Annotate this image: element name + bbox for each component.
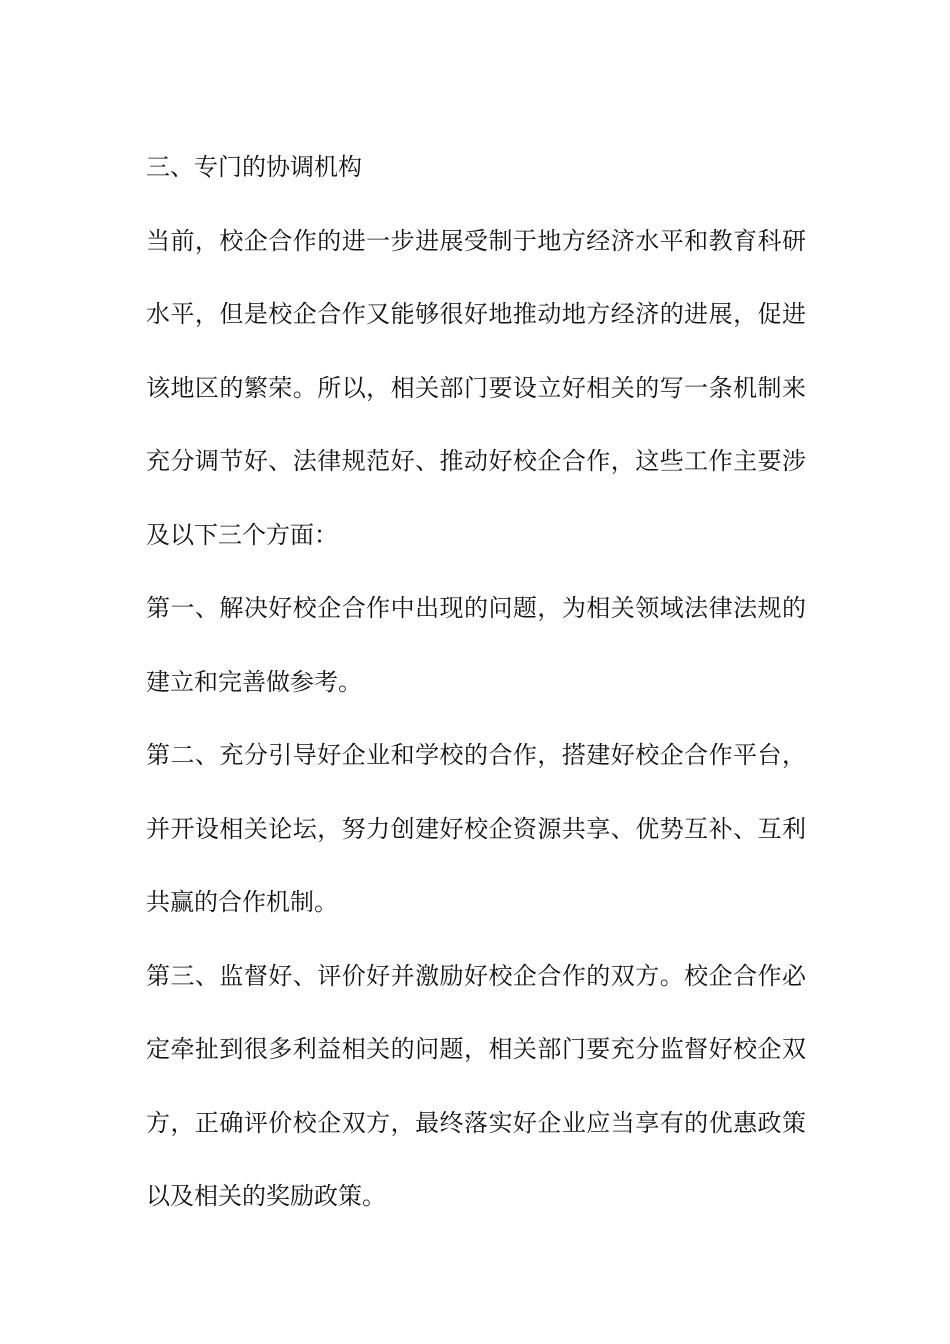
paragraph-line: 以及相关的奖励政策。: [146, 1182, 386, 1210]
document-body: [146, 131, 806, 1234]
paragraph-line: 该地区的繁荣。所以，相关部门要设立好相关的写一条机制来: [146, 373, 806, 402]
section-heading: 三、专门的协调机构: [146, 153, 362, 181]
paragraph-line: 当前，校企合作的进一步进展受制于地方经济水平和教育科研: [146, 226, 806, 255]
paragraph-line: 充分调节好、法律规范好、推动好校企合作，这些工作主要涉: [146, 447, 806, 475]
paragraph-line: 共赢的合作机制。: [146, 888, 338, 916]
paragraph-line: 定牵扯到很多利益相关的问题，相关部门要充分监督好校企双: [146, 1035, 806, 1063]
paragraph-line: 第二、充分引导好企业和学校的合作，搭建好校企合作平台，: [146, 741, 806, 769]
paragraph-line: 水平，但是校企合作又能够很好地推动地方经济的进展，促进: [146, 300, 806, 328]
paragraph-line: 方，正确评价校企双方，最终落实好企业应当享有的优惠政策: [146, 1108, 806, 1137]
paragraph-line: 建立和完善做参考。: [146, 667, 362, 696]
paragraph-line: 及以下三个方面：: [146, 520, 338, 549]
paragraph-line: 第三、监督好、评价好并激励好校企合作的双方。校企合作必: [146, 961, 806, 990]
paragraph-line: 并开设相关论坛，努力创建好校企资源共享、优势互补、互利: [146, 814, 806, 843]
paragraph-line: 第一、解决好校企合作中出现的问题，为相关领域法律法规的: [146, 594, 806, 622]
